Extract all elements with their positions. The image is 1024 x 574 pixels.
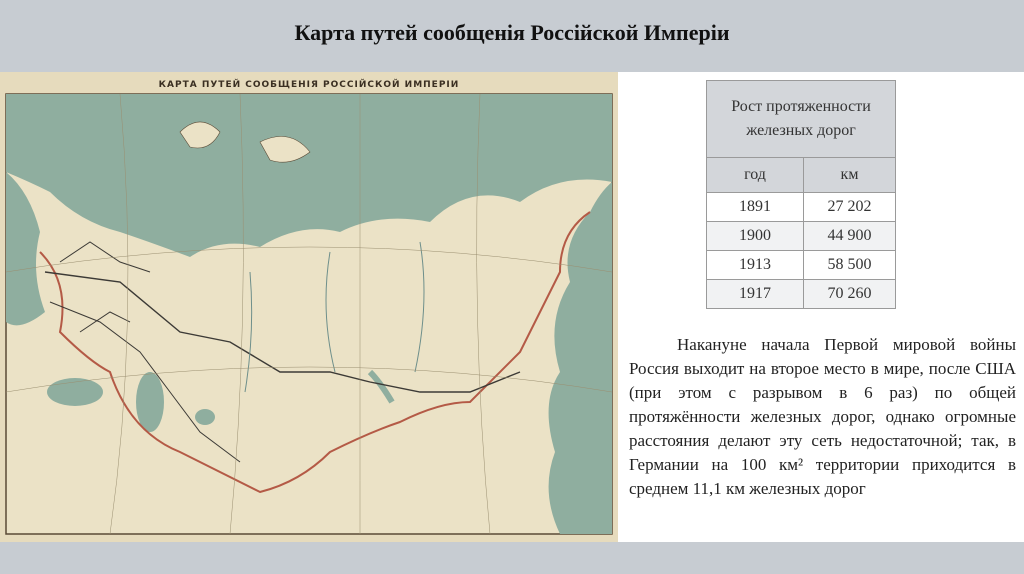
- table-row: [707, 222, 896, 251]
- slide-title: Карта путей сообщенія Россійской Имперіи: [294, 20, 730, 45]
- table-row: [707, 280, 896, 309]
- historical-map-image: [0, 72, 618, 542]
- body-paragraph: Накануне начала Первой мировой войны Россия выходит на второе место в мире, после США (при этом с разрывом в 6 раз) по общей протяжённости железных дорог, однако огромные расстояния делают эту сеть недостаточной; так, в Германии на 100 км² территории приходится в среднем 11,1 км железных дорог: [629, 335, 1016, 498]
- table-cell-km: 70 260: [804, 280, 896, 309]
- table-header-year: год: [707, 158, 804, 193]
- table-cell-year: 1913: [707, 251, 804, 280]
- table-caption: Рост протяженности железных дорог: [707, 81, 896, 158]
- map-caption: КАРТА ПУТЕЙ СООБЩЕНІЯ РОССІЙСКОЙ ИМПЕРІИ: [158, 80, 460, 90]
- table-header-km: км: [804, 158, 896, 193]
- table-row: [707, 251, 896, 280]
- table-cell-km: 58 500: [804, 251, 896, 280]
- table-row: [707, 193, 896, 222]
- map-illustration: [0, 72, 618, 542]
- table-cell-year: 1917: [707, 280, 804, 309]
- footer-bar: [0, 542, 1024, 574]
- table-cell-km: 27 202: [804, 193, 896, 222]
- railway-length-table: [706, 80, 896, 309]
- table-cell-year: 1891: [707, 193, 804, 222]
- table-cell-year: 1900: [707, 222, 804, 251]
- table-cell-km: 44 900: [804, 222, 896, 251]
